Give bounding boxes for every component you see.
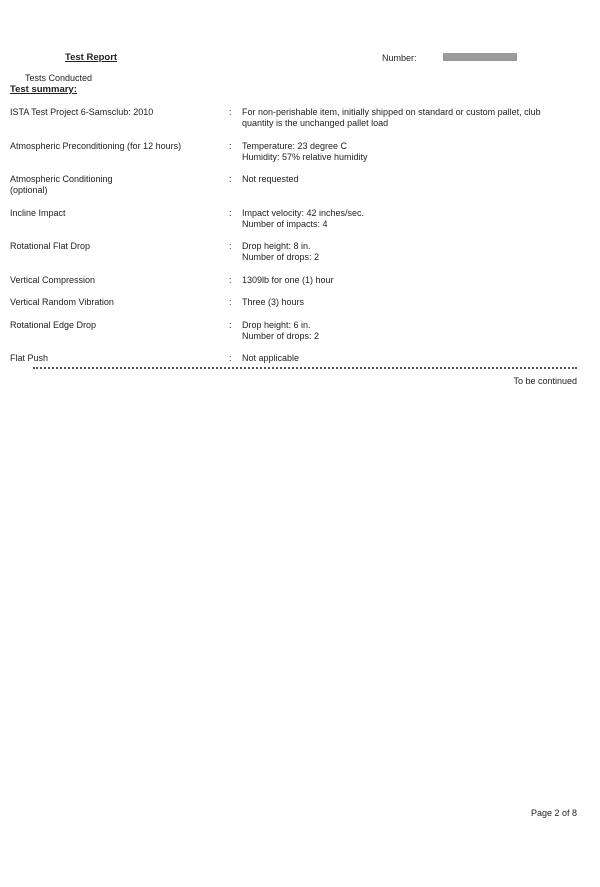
- row-value-line: Number of drops: 2: [242, 330, 320, 341]
- row-value-line: quantity is the unchanged pallet load: [242, 117, 389, 128]
- row-value: [242, 174, 582, 185]
- row-value-line: For non-perishable item, initially shipped on standard or custom pallet, club: [242, 107, 541, 117]
- row-value: [242, 107, 582, 128]
- row-value: [242, 353, 582, 364]
- row-value-line: Not applicable: [242, 353, 300, 363]
- tests-conducted-label: Tests Conducted: [25, 73, 93, 83]
- row-colon: :: [229, 241, 232, 251]
- row-value-line: Three (3) hours: [242, 297, 305, 307]
- row-colon: :: [229, 174, 232, 184]
- row-value-line: Drop height: 8 in.: [242, 241, 311, 251]
- row-label-line: (optional): [10, 184, 48, 195]
- dotted-divider: [33, 367, 577, 369]
- test-summary-heading: Test summary:: [10, 84, 77, 95]
- row-colon: :: [229, 353, 232, 363]
- row-label: Vertical Compression: [10, 275, 96, 285]
- report-title: Test Report: [65, 52, 118, 63]
- row-label: Incline Impact: [10, 208, 66, 218]
- row-value-line: 1309lb for one (1) hour: [242, 275, 334, 285]
- row-colon: :: [229, 275, 232, 285]
- row-value: [242, 320, 582, 341]
- row-value: [242, 241, 582, 262]
- row-label: Atmospheric Preconditioning (for 12 hours): [10, 141, 182, 151]
- row-label: Rotational Edge Drop: [10, 320, 97, 330]
- to-be-continued: To be continued: [513, 376, 577, 386]
- row-colon: :: [229, 208, 232, 218]
- row-value-line: Not requested: [242, 174, 299, 184]
- row-value: [242, 141, 582, 162]
- row-value: [242, 208, 582, 229]
- row-value: [242, 297, 582, 308]
- row-value: [242, 275, 582, 286]
- row-value-line: Humidity: 57% relative humidity: [242, 151, 368, 162]
- row-label-line: Atmospheric Conditioning: [10, 174, 113, 184]
- number-label: Number:: [382, 53, 417, 63]
- row-label: Flat Push: [10, 353, 49, 363]
- row-colon: :: [229, 320, 232, 330]
- row-label: ISTA Test Project 6-Samsclub: 2010: [10, 107, 154, 117]
- row-colon: :: [229, 297, 232, 307]
- row-colon: :: [229, 107, 232, 117]
- row-value-line: Temperature: 23 degree C: [242, 141, 348, 151]
- row-label: [10, 174, 220, 195]
- row-value-line: Impact velocity: 42 inches/sec.: [242, 208, 365, 218]
- page-number: Page 2 of 8: [530, 808, 577, 818]
- row-value-line: Number of drops: 2: [242, 251, 320, 262]
- row-value-line: Drop height: 6 in.: [242, 320, 311, 330]
- redacted-number: [443, 53, 517, 61]
- row-label: Rotational Flat Drop: [10, 241, 91, 251]
- row-value-line: Number of impacts: 4: [242, 218, 328, 229]
- row-label: Vertical Random Vibration: [10, 297, 114, 307]
- row-colon: :: [229, 141, 232, 151]
